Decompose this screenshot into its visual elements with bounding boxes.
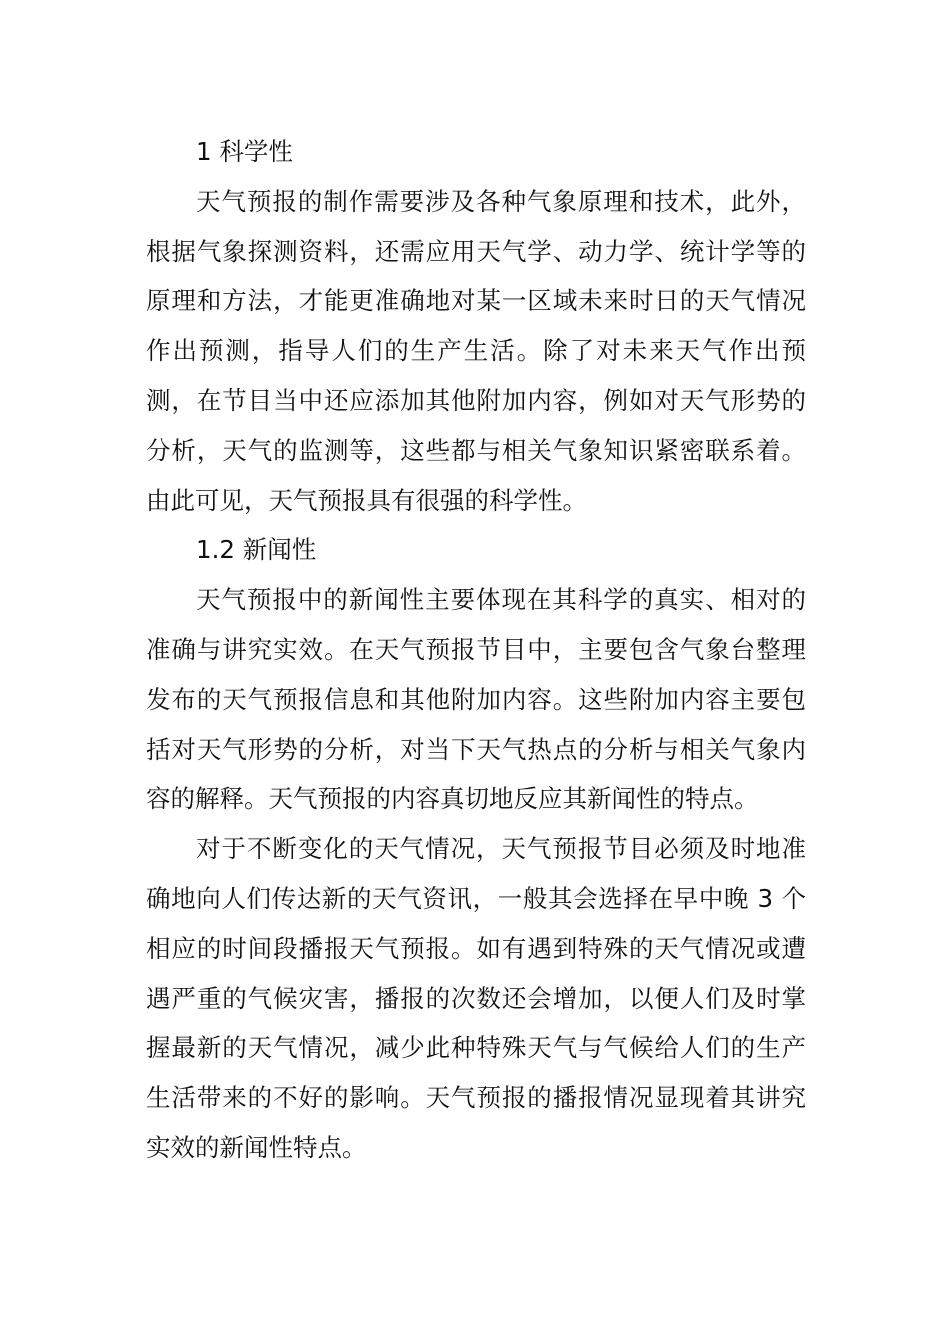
paragraph: 对于不断变化的天气情况，天气预报节目必须及时地准确地向人们传达新的天气资讯，一般其会选择在早中晚 3 个相应的时间段播报天气预报。如有遇到特殊的天气情况或遭遇严重的气候灾害，播报的次数还会增加，以便人们及时掌握最新的天气情况，减少此种特殊天气与气候给人们的生产生活带来的不好的影响。天气预报的播报情况显现着其讲究实效的新闻性特点。 [146,834,806,1162]
paragraph: 天气预报中的新闻性主要体现在其科学的真实、相对的准确与讲究实效。在天气预报节目中，主要包含气象台整理发布的天气预报信息和其他附加内容。这些附加内容主要包括对天气形势的分析，对当下天气热点的分析与相关气象内容的解释。天气预报的内容真切地反应其新闻性的特点。 [146,585,806,814]
section-heading: 1 科学性 [196,137,293,166]
section-news [146,525,806,1172]
section-science [146,127,806,525]
document-body [146,127,806,1173]
section-heading: 1.2 新闻性 [196,535,317,565]
paragraph: 天气预报的制作需要涉及各种气象原理和技术，此外，根据气象探测资料，还需应用天气学、动力学、统计学等的原理和方法，才能更准确地对某一区域未来时日的天气情况作出预测，指导人们的生产生活。除了对未来天气作出预测，在节目当中还应添加其他附加内容，例如对天气形势的分析，天气的监测等，这些都与相关气象知识紧密联系着。由此可见，天气预报具有很强的科学性。 [146,186,806,515]
